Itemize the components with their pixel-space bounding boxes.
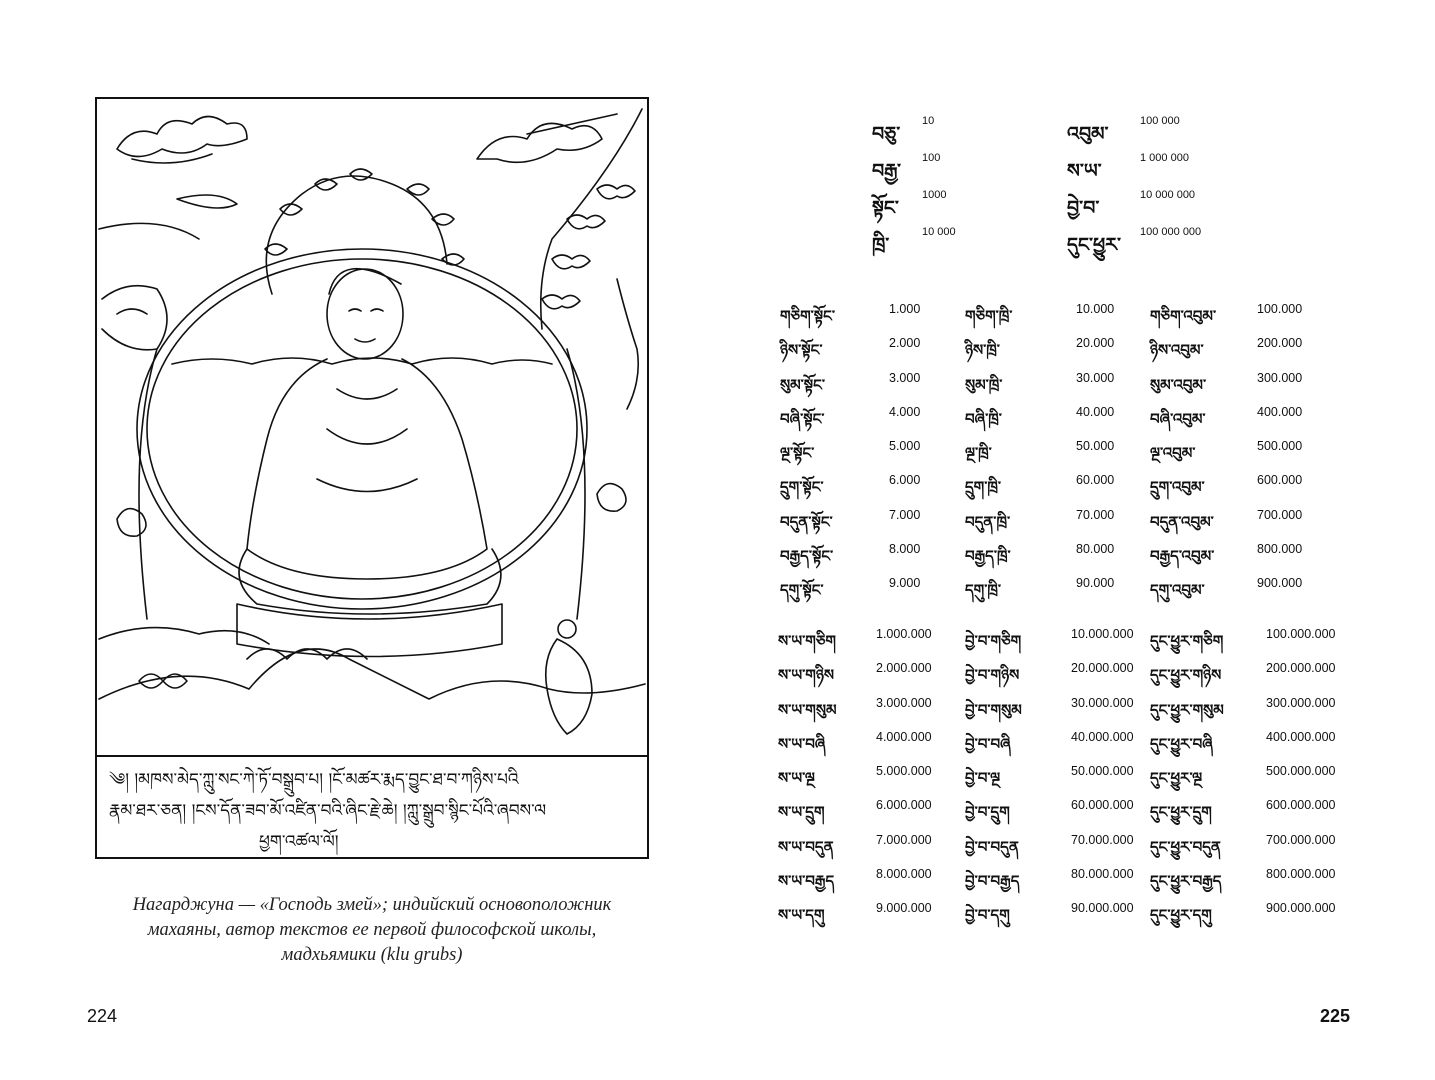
tibetan-numeral: བྱེ་བ་བཞི [965, 734, 1011, 753]
tibetan-numeral: དུང་ཕྱུར་ལྔ [1150, 769, 1203, 788]
tibetan-numeral: ལྔ་ཁྲི་ [965, 444, 992, 463]
numeric-value: 10 [922, 115, 935, 127]
numeric-value: 8.000.000 [876, 867, 932, 882]
tibetan-numeral: བདུན་འབུམ་ [1150, 512, 1214, 531]
tibetan-numeral: དུང་ཕྱུར་བདུན [1150, 837, 1221, 856]
table-row [780, 508, 1360, 542]
tibetan-numeral: སྟོང་ [872, 197, 899, 219]
tibetan-numeral: བྱེ་བ་གསུམ [965, 700, 1022, 719]
numeric-value: 80.000.000 [1071, 867, 1134, 882]
numeric-value: 500.000.000 [1266, 764, 1336, 779]
tibetan-numeral: དགུ་འབུམ་ [1150, 581, 1205, 600]
numeric-value: 300.000.000 [1266, 695, 1336, 710]
tibetan-numeral: བདུན་ཁྲི་ [965, 512, 1011, 531]
numeric-value: 600.000.000 [1266, 798, 1336, 813]
numeric-value: 10.000 [1076, 302, 1115, 316]
numeric-value: 90.000.000 [1071, 901, 1134, 916]
numeric-value: 900.000.000 [1266, 901, 1336, 916]
numeric-value: 7.000.000 [876, 832, 932, 847]
numeric-value: 100 000 000 [1140, 226, 1202, 238]
page-number-left: 224 [87, 1006, 118, 1026]
tibetan-numeral: དུང་ཕྱུར་དགུ [1150, 906, 1212, 925]
millions-table [780, 627, 1360, 936]
numeric-value: 50.000 [1076, 439, 1115, 454]
table-row [780, 901, 1360, 935]
table-row [780, 627, 1360, 661]
table-row [780, 798, 1360, 832]
tibetan-numeral: བྱེ་བ་བརྒྱད [965, 872, 1020, 891]
nagarjuna-drawing [97, 99, 647, 753]
inscription-line: ཕྱག་འཚལ་ལོ། [259, 832, 339, 852]
tibetan-numeral: ཉིས་ཁྲི་ [965, 341, 1000, 360]
numeric-value: 3.000.000 [876, 695, 932, 710]
numeric-value: 1 000 000 [1140, 152, 1189, 164]
numeric-value: 60.000.000 [1071, 798, 1134, 813]
tibetan-numeral: དུང་ཕྱུར་བཞི [1150, 734, 1213, 753]
tibetan-numeral: དགུ་སྟོང་ [780, 581, 824, 600]
numeric-value: 1.000 [889, 302, 921, 316]
tibetan-numeral: ས་ཡ་བརྒྱད [778, 872, 835, 891]
table-row [872, 112, 1292, 149]
table-row [780, 696, 1360, 730]
tibetan-numeral: ལྔ་སྟོང་ [780, 444, 815, 463]
numeric-value: 40.000 [1076, 404, 1115, 419]
numeric-value: 4.000 [889, 404, 921, 419]
table-row [872, 186, 1292, 223]
figure-caption [70, 893, 674, 968]
table-row [872, 223, 1292, 260]
numeric-value: 5.000 [889, 439, 921, 454]
tibetan-numeral: དུང་ཕྱུར་གཉིས [1150, 666, 1222, 685]
table-row [780, 867, 1360, 901]
numeric-value: 700.000.000 [1266, 832, 1336, 847]
caption-line: махаяны, автор текстов ее первой философской школы, [147, 920, 597, 940]
tibetan-numeral: བྱེ་བ་གཅིག [965, 632, 1022, 650]
tibetan-numeral: གཅིག་ཁྲི་ [965, 307, 1013, 325]
numeric-value: 100.000 [1257, 302, 1303, 316]
table-row [780, 764, 1360, 798]
table-row [780, 833, 1360, 867]
numeric-value: 2.000 [889, 336, 921, 351]
tibetan-numeral: ས་ཡ་གཉིས [778, 666, 835, 685]
page-number-right: 225 [1320, 1006, 1351, 1026]
numeric-value: 20.000.000 [1071, 661, 1134, 676]
tibetan-numeral: དུང་ཕྱུར་གསུམ [1150, 700, 1224, 719]
table-row [780, 542, 1360, 576]
tibetan-numeral: བྱེ་བ་ [1067, 197, 1100, 219]
tibetan-numeral: ཁྲི་ [872, 234, 890, 256]
numeric-value: 400.000 [1257, 404, 1303, 419]
numeric-value: 800.000.000 [1266, 867, 1336, 882]
numeric-value: 1.000.000 [876, 627, 932, 641]
nagarjuna-illustration [95, 97, 649, 859]
numeric-value: 1000 [922, 189, 947, 201]
numeric-value: 100.000.000 [1266, 627, 1336, 641]
numeric-value: 20.000 [1076, 336, 1115, 351]
tibetan-numeral: ཉིས་སྟོང་ [780, 341, 823, 360]
left-page [0, 0, 717, 1080]
tibetan-numeral: གཅིག་འབུམ་ [1150, 307, 1217, 325]
numeric-value: 9.000.000 [876, 901, 932, 916]
tibetan-numeral: ས་ཡ་གསུམ [778, 700, 837, 719]
tibetan-numeral: དུང་ཕྱུར་དྲུག [1150, 803, 1212, 822]
tibetan-numeral: བྱེ་བ་ལྔ [965, 769, 1001, 788]
tibetan-numeral: བརྒྱད་སྟོང་ [780, 547, 834, 566]
tibetan-numeral: ས་ཡ་ [1067, 160, 1102, 182]
tibetan-numeral: ས་ཡ་གཅིག [778, 632, 836, 650]
tibetan-inscription [97, 755, 647, 857]
numeric-value: 4.000.000 [876, 729, 932, 744]
numeric-value: 100 [922, 152, 941, 164]
right-page [717, 0, 1435, 1080]
thousands-table [780, 302, 1360, 611]
tibetan-numeral: བཅུ་ [872, 123, 901, 145]
table-row [780, 405, 1360, 439]
tibetan-numeral: ས་ཡ་བཞི [778, 734, 826, 753]
table-row [780, 576, 1360, 610]
tibetan-numeral: གཅིག་སྟོང་ [780, 307, 835, 325]
numeric-value: 30.000 [1076, 370, 1115, 385]
tibetan-numeral: བཞི་སྟོང་ [780, 409, 825, 428]
numeric-value: 100 000 [1140, 115, 1180, 127]
numeric-value: 10 000 [922, 226, 956, 238]
tibetan-numeral: བཞི་འབུམ་ [1150, 409, 1206, 428]
table-row [780, 302, 1360, 336]
table-row [872, 149, 1292, 186]
tibetan-numeral: དུང་ཕྱུར་བརྒྱད [1150, 872, 1222, 891]
numeric-value: 80.000 [1076, 542, 1115, 557]
tibetan-numeral: བྱེ་བ་གཉིས [965, 666, 1020, 685]
numeric-value: 800.000 [1257, 542, 1303, 557]
tibetan-numeral: དགུ་ཁྲི་ [965, 581, 1002, 600]
tibetan-numeral: བྱེ་བ་དགུ [965, 906, 1010, 925]
inscription-line: རྣམ་ཐར་ཅན། །ངས་དོན་ཟབ་མོ་འཛིན་བའི་ཞིང་རྗེ་ཆེ། །ཀླུ་སྒྲུབ་སྙིང་པོའི་ཞབས་ལ [109, 801, 547, 821]
numeric-value: 5.000.000 [876, 764, 932, 779]
powers-of-ten-table [872, 112, 1292, 260]
tibetan-numeral: དུང་ཕྱུར་གཅིག [1150, 632, 1224, 650]
numeric-value: 90.000 [1076, 576, 1115, 591]
tibetan-numeral: ཉིས་འབུམ་ [1150, 341, 1204, 360]
numeric-value: 2.000.000 [876, 661, 932, 676]
numeric-value: 300.000 [1257, 370, 1303, 385]
numeric-value: 600.000 [1257, 473, 1303, 488]
tibetan-numeral: དྲུག་སྟོང་ [780, 478, 824, 497]
numeric-value: 10 000 000 [1140, 189, 1196, 201]
table-row [780, 439, 1360, 473]
tibetan-numeral: བརྒྱད་འབུམ་ [1150, 547, 1215, 566]
tibetan-numeral: བརྒྱ་ [872, 160, 901, 182]
numeric-value: 6.000.000 [876, 798, 932, 813]
caption-line: мадхьямики (klu grubs) [281, 945, 463, 965]
tibetan-numeral: འབུམ་ [1067, 123, 1109, 145]
tibetan-numeral: དྲུག་འབུམ་ [1150, 478, 1205, 497]
tibetan-numeral: བྱེ་བ་བདུན [965, 837, 1019, 856]
table-row [780, 336, 1360, 370]
tibetan-numeral: བྱེ་བ་དྲུག [965, 803, 1010, 822]
numeric-value: 9.000 [889, 576, 921, 591]
tibetan-numeral: དུང་ཕྱུར་ [1067, 234, 1121, 256]
numeric-value: 30.000.000 [1071, 695, 1134, 710]
tibetan-numeral: ས་ཡ་དགུ [778, 906, 825, 925]
numeric-value: 6.000 [889, 473, 921, 488]
tibetan-numeral: ས་ཡ་ལྔ [778, 769, 815, 788]
tibetan-numeral: སུམ་ཁྲི་ [965, 375, 1003, 394]
numeric-value: 3.000 [889, 370, 921, 385]
table-row [780, 473, 1360, 507]
numeric-value: 8.000 [889, 542, 921, 557]
numeric-value: 200.000.000 [1266, 661, 1336, 676]
table-row [780, 371, 1360, 405]
tibetan-numeral: བཞི་ཁྲི་ [965, 409, 1002, 428]
caption-line: Нагарджуна — «Господь змей»; индийский основоположник [132, 895, 612, 915]
numeric-value: 200.000 [1257, 336, 1303, 351]
tibetan-numeral: སུམ་འབུམ་ [1150, 375, 1207, 394]
inscription-line: ༄། །མཁས་མེད་ཀླུ་སང་ཀེ་ཏོ་བསྒྲུབ་པ། །ངོ་མཚར་རྨད་བྱུང་ཐ་བ་ཀཉིས་པའི [109, 770, 519, 790]
tibetan-numeral: ལྔ་འབུམ་ [1150, 444, 1196, 463]
tibetan-numeral: བདུན་སྟོང་ [780, 512, 833, 531]
table-row [780, 730, 1360, 764]
numeric-value: 40.000.000 [1071, 729, 1134, 744]
tibetan-numeral: ས་ཡ་བདུན [778, 837, 834, 856]
tibetan-numeral: ས་ཡ་དྲུག [778, 803, 825, 822]
table-row [780, 661, 1360, 695]
numeric-value: 60.000 [1076, 473, 1115, 488]
numeric-value: 400.000.000 [1266, 729, 1336, 744]
numeric-value: 10.000.000 [1071, 627, 1134, 641]
tibetan-numeral: བརྒྱད་ཁྲི་ [965, 547, 1011, 566]
tibetan-numeral: སུམ་སྟོང་ [780, 375, 825, 394]
numeric-value: 7.000 [889, 507, 921, 522]
numeric-value: 500.000 [1257, 439, 1303, 454]
tibetan-numeral: དྲུག་ཁྲི་ [965, 478, 1002, 497]
numeric-value: 700.000 [1257, 507, 1303, 522]
numeric-value: 70.000 [1076, 507, 1115, 522]
numeric-value: 70.000.000 [1071, 832, 1134, 847]
numeric-value: 900.000 [1257, 576, 1303, 591]
numeric-value: 50.000.000 [1071, 764, 1134, 779]
